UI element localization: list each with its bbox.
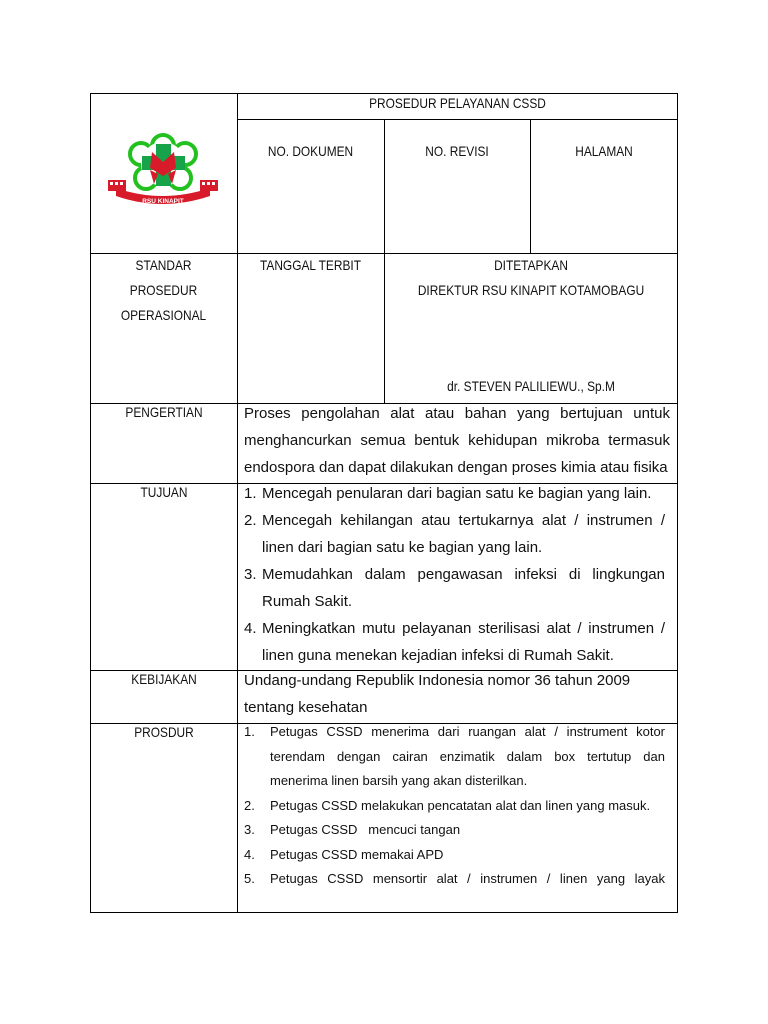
halaman-cell <box>530 143 678 159</box>
prosdur-clip <box>238 724 677 912</box>
tujuan-label-cell <box>92 484 236 500</box>
kebijakan-label-cell <box>92 671 236 687</box>
no-dokumen-label: NO. DOKUMEN <box>267 143 354 159</box>
table-divider-revisi <box>530 119 531 254</box>
list-item: 4. Petugas CSSD memakai APD <box>244 846 444 862</box>
spo-line-prosedur: PROSEDUR <box>129 282 198 298</box>
kebijakan-text: Undang-undang Republik Indonesia nomor 36 tahun 2009 tentang kesehatan <box>244 672 631 716</box>
table-border-left <box>90 93 91 913</box>
no-revisi-cell <box>384 143 530 159</box>
pengertian-label: PENGERTIAN <box>125 404 203 420</box>
list-item: 1. Mencegah penularan dari bagian satu ke bagian yang lain. <box>244 485 652 502</box>
prosdur-list <box>244 724 665 892</box>
list-item: 3. Petugas CSSD mencuci tangan <box>244 822 461 837</box>
no-dokumen-cell <box>237 143 384 159</box>
list-item: 1. Petugas CSSD menerima dari ruangan alat / instrument kotor terendam dengan cairan enzimatik dalam box tertutup dan menerima linen barsih yang akan disterilkan. <box>244 724 665 788</box>
pengertian-label-cell <box>92 404 236 420</box>
prosdur-label: PROSDUR <box>134 724 194 740</box>
ditetapkan-cell <box>384 253 678 303</box>
direktur-label: DIREKTUR RSU KINAPIT KOTAMOBAGU <box>417 282 645 298</box>
list-item: 5. Petugas CSSD mensortir alat / instrumen / linen yang layak <box>244 871 665 886</box>
list-item: 3. Memudahkan dalam pengawasan infeksi di lingkungan Rumah Sakit. <box>244 566 665 610</box>
table-border-bottom <box>90 912 678 913</box>
table-rule-title <box>237 119 678 120</box>
spo-line-operasional: OPERASIONAL <box>120 307 207 323</box>
signatory-cell <box>384 378 678 394</box>
ditetapkan-label: DITETAPKAN <box>494 257 568 273</box>
list-item: 2. Petugas CSSD melakukan pencatatan alat dan linen yang masuk. <box>244 797 651 813</box>
tujuan-list <box>244 480 665 669</box>
logo-name: RSU KINAPIT <box>142 198 184 205</box>
prosdur-label-cell <box>92 724 236 740</box>
tujuan-label: TUJUAN <box>140 484 188 500</box>
no-revisi-label: NO. REVISI <box>425 143 489 159</box>
table-border-right <box>677 93 678 913</box>
logo-city: KOTA KOTAMOBAGU <box>143 206 183 211</box>
list-item: 4. Meningkatkan mutu pelayanan sterilisasi alat / instrumen / linen guna menekan kejadian infeksi di Rumah Sakit. <box>244 620 665 664</box>
list-item: 2. Mencegah kehilangan atau tertukarnya alat / instrumen / linen dari bagian satu ke bagian yang lain. <box>244 512 665 556</box>
kebijakan-label: KEBIJAKAN <box>131 671 197 687</box>
spo-title-cell <box>90 253 237 328</box>
spo-line-standar: STANDAR <box>135 257 192 273</box>
hospital-logo <box>104 124 224 220</box>
pengertian-text: Proses pengolahan alat atau bahan yang bertujuan untuk menghancurkan semua bentuk kehidupan mikroba termasuk endospora dan dapat dilakukan dengan proses kimia atau fisika <box>244 405 670 476</box>
tanggal-terbit-label: TANGGAL TERBIT <box>260 257 361 273</box>
tanggal-terbit-cell <box>237 253 384 278</box>
document-title: PROSEDUR PELAYANAN CSSD <box>369 95 546 111</box>
halaman-label: HALAMAN <box>575 143 633 159</box>
signatory-name: dr. STEVEN PALILIEWU., Sp.M <box>447 378 615 394</box>
document-title-cell <box>237 94 678 119</box>
